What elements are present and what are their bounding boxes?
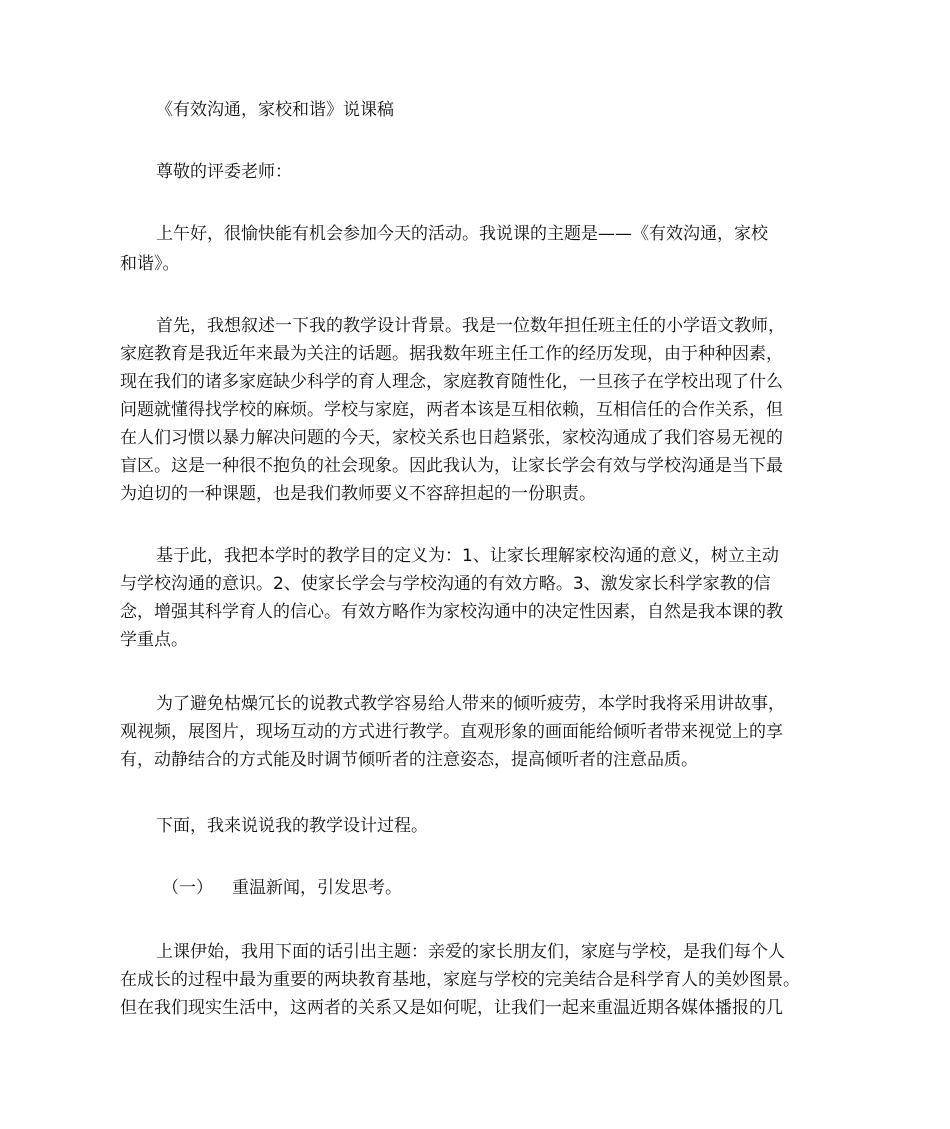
paragraph-line: 上午好，很愉快能有机会参加今天的活动。我说课的主题是——《有效沟通，家校 (156, 224, 768, 244)
paragraph-line: 盲区。这是一种很不抱负的社会现象。因此我认为，让家长学会有效与学校沟通是当下最 (120, 456, 783, 476)
paragraph-line: 上课伊始，我用下面的话引出主题：亲爱的家长朋友们，家庭与学校，是我们每个人 (156, 942, 785, 962)
paragraph-line: 念，增强其科学育人的信心。有效方略作为家校沟通中的决定性因素，自然是我本课的教 (120, 602, 783, 622)
section-heading (162, 874, 874, 902)
paragraph-line: 基于此，我把本学时的教学目的定义为：1、让家长理解家校沟通的意义，树立主动 (156, 546, 779, 566)
section-title: 重温新闻，引发思考。 (232, 878, 402, 898)
paragraph-line: 观视频，展图片，现场互动的方式进行教学。直观形象的画面能给倾听者带来视觉上的享 (120, 722, 783, 742)
paragraph-line: 为迫切的一种课题，也是我们教师要义不容辞担起的一份职责。 (120, 484, 596, 504)
paragraph-line: 学重点。 (120, 630, 188, 650)
paragraph-line: 与学校沟通的意识。2、使家长学会与学校沟通的有效方略。3、激发家长科学家教的信 (120, 574, 771, 594)
paragraph-line: 在人们习惯以暴力解决问题的今天，家校关系也日趋紧张，家校沟通成了我们容易无视的 (120, 428, 783, 448)
paragraph-line: 问题就懂得找学校的麻烦。学校与家庭，两者本该是互相依赖，互相信任的合作关系，但 (120, 400, 783, 420)
paragraph-line: 有，动静结合的方式能及时调节倾听者的注意姿态，提高倾听者的注意品质。 (120, 750, 698, 770)
paragraph-line: 家庭教育是我近年来最为关注的话题。据我数年班主任工作的经历发现，由于种种因素， (120, 344, 783, 364)
paragraph-line: 和谐》。 (120, 254, 180, 274)
paragraph-line: 但在我们现实生活中，这两者的关系又是如何呢，让我们一起来重温近期各媒体播报的几 (120, 998, 783, 1018)
paragraph-line: 现在我们的诸多家庭缺少科学的育人理念，家庭教育随性化，一旦孩子在学校出现了什么 (120, 372, 783, 392)
paragraph-line: 首先，我想叙述一下我的教学设计背景。我是一位数年担任班主任的小学语文教师， (156, 316, 785, 336)
paragraph-line: 为了避免枯燥冗长的说教式教学容易给人带来的倾听疲劳，本学时我将采用讲故事， (156, 694, 785, 714)
document-title: 《有效沟通，家校和谐》说课稿 (156, 100, 394, 120)
salutation: 尊敬的评委老师： (156, 162, 292, 182)
paragraph-line: 在成长的过程中最为重要的两块教育基地，家庭与学校的完美结合是科学育人的美妙图景。 (120, 970, 800, 990)
section-number: （一） (162, 878, 213, 898)
paragraph-transition: 下面，我来说说我的教学设计过程。 (156, 816, 428, 836)
